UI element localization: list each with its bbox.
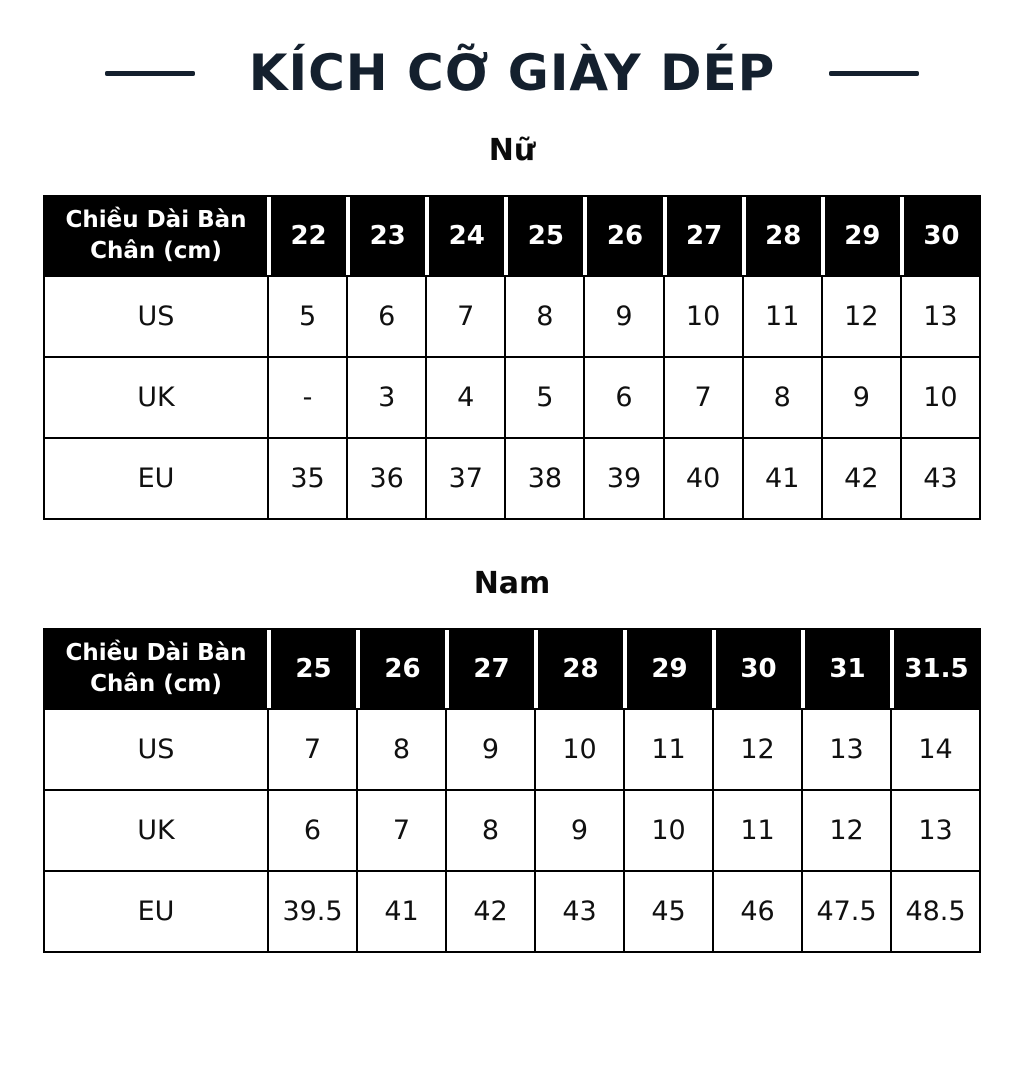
size-cm-cell: 26 xyxy=(356,630,445,708)
size-value-cell: 6 xyxy=(346,275,425,356)
men-size-table-wrap xyxy=(43,628,981,953)
size-value-cell: 7 xyxy=(663,356,742,437)
size-value-cell: 13 xyxy=(900,275,979,356)
table-row-uk xyxy=(45,789,979,870)
size-cm-cell: 29 xyxy=(821,197,900,275)
size-value-cell: 8 xyxy=(356,708,445,789)
title-row xyxy=(0,46,1024,101)
size-value-cell: 43 xyxy=(534,870,623,951)
foot-length-header: Chiều Dài Bàn Chân (cm) xyxy=(45,630,267,708)
section-label-men: Nam xyxy=(473,566,551,601)
size-value-cell: 38 xyxy=(504,437,583,518)
table-row-eu xyxy=(45,437,979,518)
size-cm-cell: 30 xyxy=(900,197,979,275)
size-value-cell: 46 xyxy=(712,870,801,951)
row-label: EU xyxy=(45,870,267,951)
size-value-cell: 13 xyxy=(890,789,979,870)
row-label: US xyxy=(45,708,267,789)
size-value-cell: 35 xyxy=(267,437,346,518)
size-value-cell: 36 xyxy=(346,437,425,518)
size-cm-cell: 25 xyxy=(267,630,356,708)
size-value-cell: 5 xyxy=(504,356,583,437)
size-value-cell: 39.5 xyxy=(267,870,356,951)
row-label: EU xyxy=(45,437,267,518)
size-table-men xyxy=(43,628,981,953)
size-cm-cell: 24 xyxy=(425,197,504,275)
size-cm-cell: 30 xyxy=(712,630,801,708)
row-label: UK xyxy=(45,356,267,437)
women-size-table-wrap xyxy=(43,195,981,520)
size-value-cell: 7 xyxy=(425,275,504,356)
size-cm-cell: 26 xyxy=(583,197,662,275)
table-row-us xyxy=(45,275,979,356)
size-value-cell: 11 xyxy=(712,789,801,870)
header-row xyxy=(45,197,979,275)
size-value-cell: 8 xyxy=(445,789,534,870)
size-value-cell: 48.5 xyxy=(890,870,979,951)
size-value-cell: 6 xyxy=(583,356,662,437)
size-value-cell: 39 xyxy=(583,437,662,518)
title-dash-left xyxy=(105,71,195,76)
size-value-cell: 43 xyxy=(900,437,979,518)
size-cm-cell: 31.5 xyxy=(890,630,979,708)
size-value-cell: 41 xyxy=(356,870,445,951)
size-value-cell: 10 xyxy=(623,789,712,870)
section-label-women: Nữ xyxy=(488,133,536,168)
size-value-cell: 42 xyxy=(821,437,900,518)
size-value-cell: 41 xyxy=(742,437,821,518)
size-cm-cell: 25 xyxy=(504,197,583,275)
size-value-cell: 12 xyxy=(712,708,801,789)
size-value-cell: 9 xyxy=(534,789,623,870)
size-cm-cell: 27 xyxy=(663,197,742,275)
size-table-women xyxy=(43,195,981,520)
row-label: US xyxy=(45,275,267,356)
size-value-cell: 37 xyxy=(425,437,504,518)
size-value-cell: 12 xyxy=(821,275,900,356)
table-row-eu xyxy=(45,870,979,951)
size-cm-cell: 27 xyxy=(445,630,534,708)
size-value-cell: 8 xyxy=(504,275,583,356)
size-cm-cell: 23 xyxy=(346,197,425,275)
size-value-cell: 42 xyxy=(445,870,534,951)
size-value-cell: 10 xyxy=(534,708,623,789)
size-value-cell: 7 xyxy=(267,708,356,789)
size-value-cell: 12 xyxy=(801,789,890,870)
size-value-cell: 10 xyxy=(900,356,979,437)
table-row-us xyxy=(45,708,979,789)
size-cm-cell: 28 xyxy=(534,630,623,708)
row-label: UK xyxy=(45,789,267,870)
size-value-cell: 14 xyxy=(890,708,979,789)
size-value-cell: 4 xyxy=(425,356,504,437)
size-cm-cell: 29 xyxy=(623,630,712,708)
foot-length-header: Chiều Dài Bàn Chân (cm) xyxy=(45,197,267,275)
size-value-cell: 10 xyxy=(663,275,742,356)
size-value-cell: 40 xyxy=(663,437,742,518)
page-title: KÍCH CỠ GIÀY DÉP xyxy=(248,44,776,102)
size-value-cell: 6 xyxy=(267,789,356,870)
size-value-cell: 9 xyxy=(445,708,534,789)
table-row-uk xyxy=(45,356,979,437)
title-dash-right xyxy=(829,71,919,76)
size-value-cell: 5 xyxy=(267,275,346,356)
size-value-cell: 11 xyxy=(623,708,712,789)
size-value-cell: 45 xyxy=(623,870,712,951)
header-row xyxy=(45,630,979,708)
size-cm-cell: 22 xyxy=(267,197,346,275)
size-value-cell: 11 xyxy=(742,275,821,356)
size-value-cell: 9 xyxy=(583,275,662,356)
size-value-cell: 9 xyxy=(821,356,900,437)
size-cm-cell: 31 xyxy=(801,630,890,708)
size-value-cell: 47.5 xyxy=(801,870,890,951)
size-value-cell: 3 xyxy=(346,356,425,437)
size-value-cell: 13 xyxy=(801,708,890,789)
size-value-cell: - xyxy=(267,356,346,437)
size-cm-cell: 28 xyxy=(742,197,821,275)
size-value-cell: 8 xyxy=(742,356,821,437)
size-value-cell: 7 xyxy=(356,789,445,870)
